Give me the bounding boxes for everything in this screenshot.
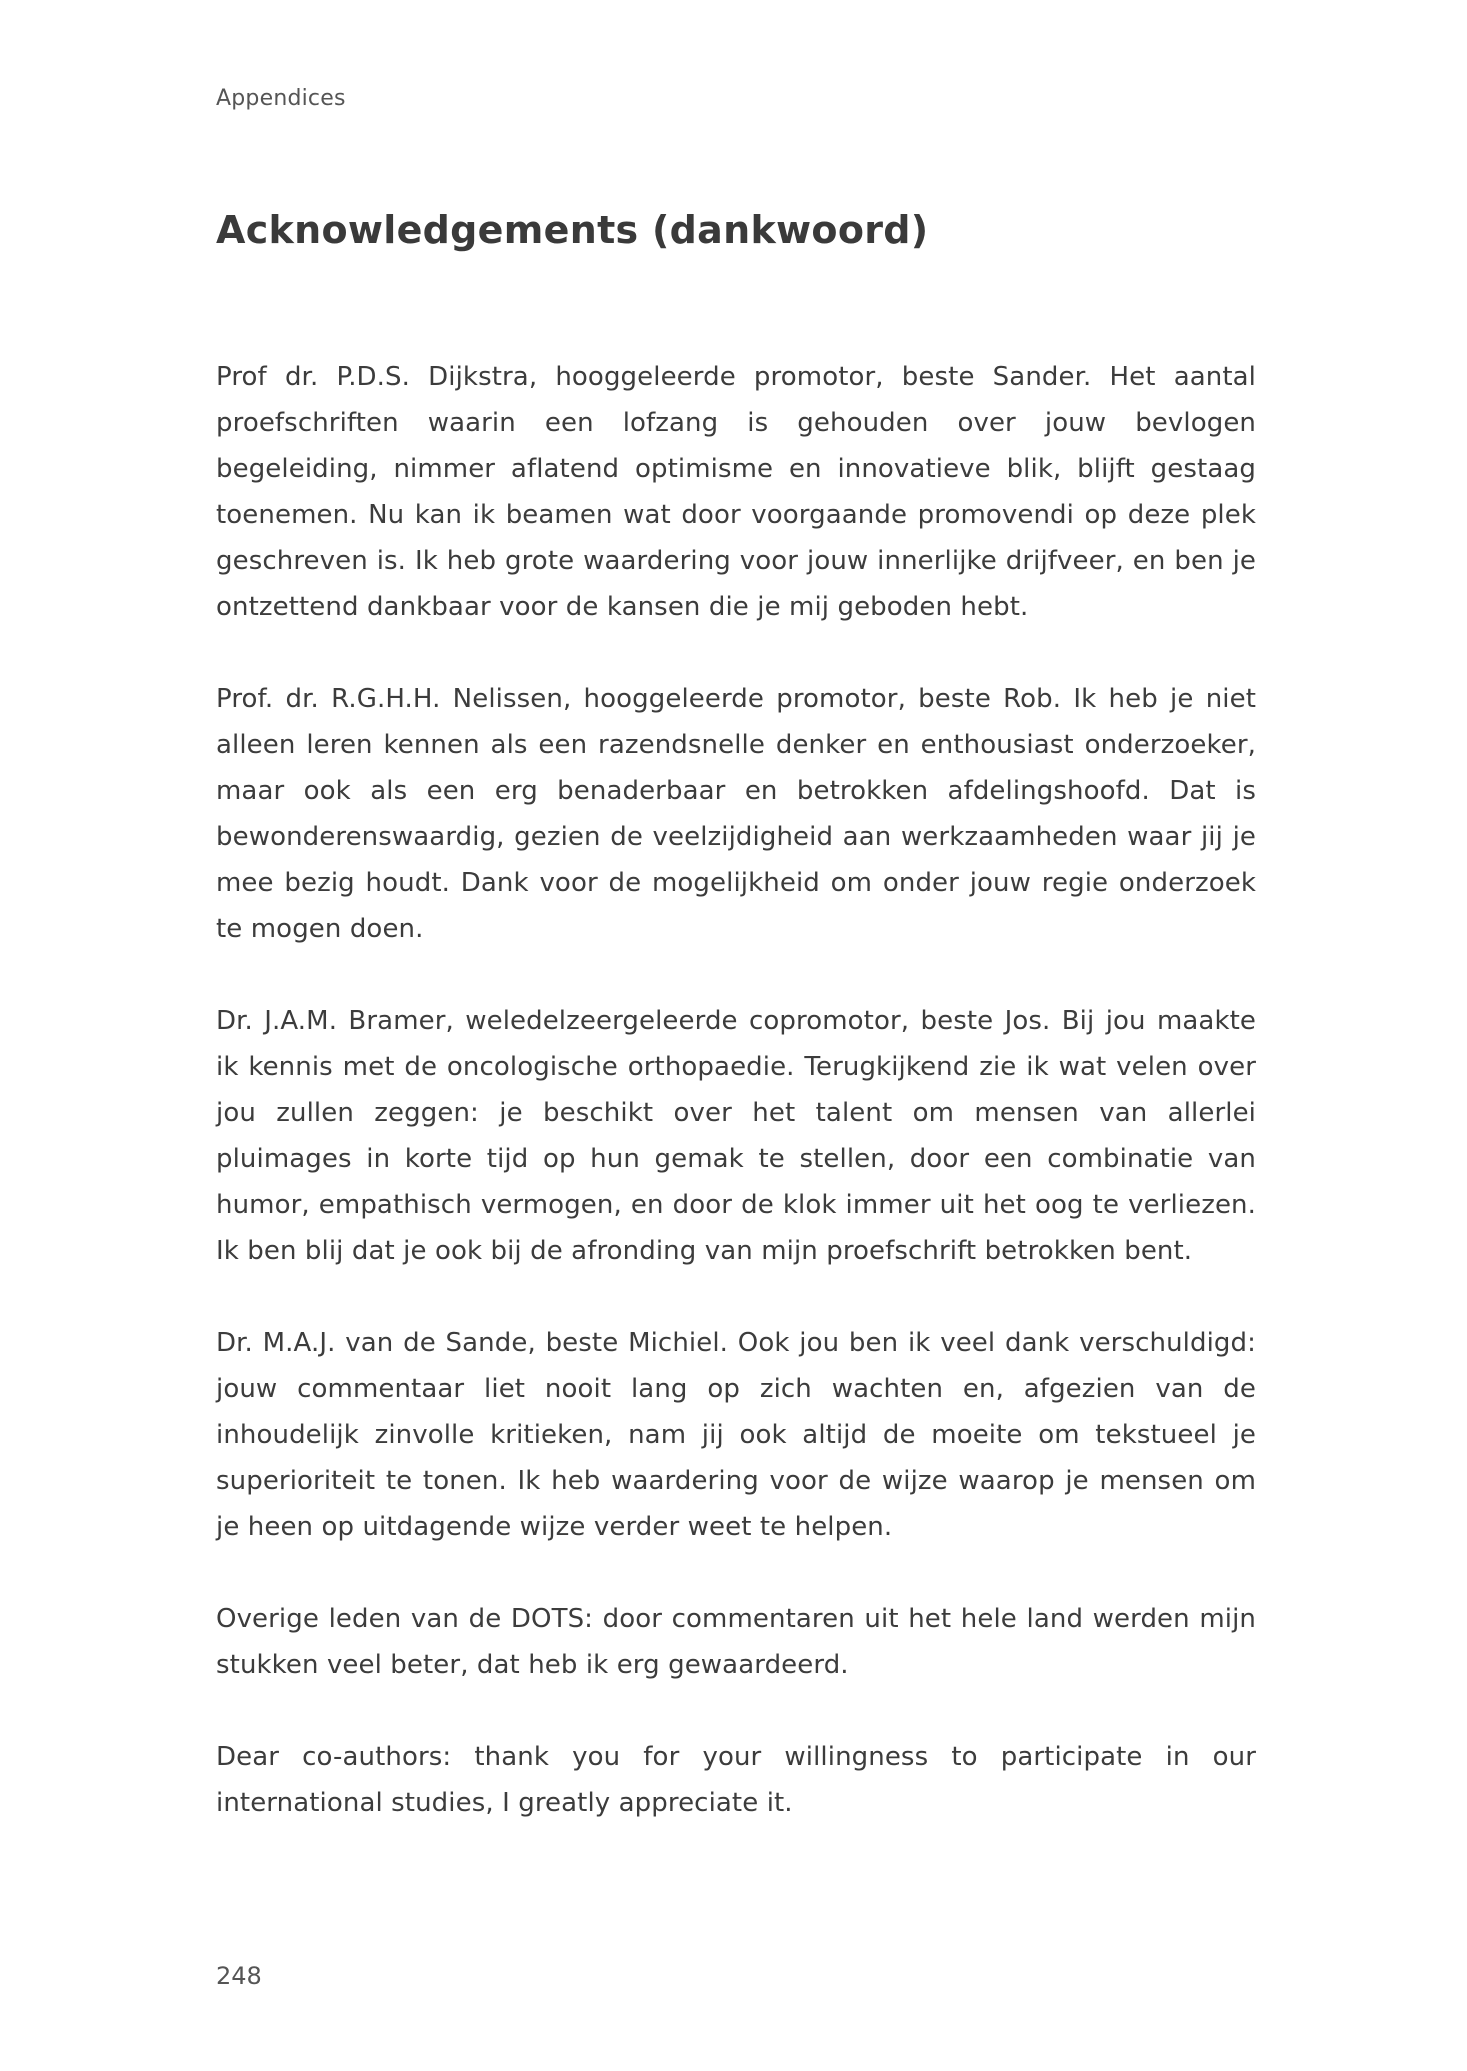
body-text xyxy=(216,354,1256,1872)
paragraph-nelissen: Prof. dr. R.G.H.H. Nelissen, hooggeleerde promotor, beste Rob. Ik heb je niet alleen leren kennen als een razendsnelle denker en enthousiast onderzoeker, maar ook als een erg benaderbaar en betrokken afdelingshoofd. Dat is bewonderenswaardig, gezien de veelzijdigheid aan werkzaamheden waar jij je mee bezig houdt. Dank voor de mogelijkheid om onder jouw regie onderzoek te mogen doen. xyxy=(216,684,1256,944)
paragraph-co-authors: Dear co-authors: thank you for your willingness to participate in our international studies, I greatly appreciate it. xyxy=(216,1742,1256,1818)
paragraph-van-de-sande: Dr. M.A.J. van de Sande, beste Michiel. Ook jou ben ik veel dank verschuldigd: jouw commentaar liet nooit lang op zich wachten en, afgezien van de inhoudelijk zinvolle kritieken, nam jij ook altijd de moeite om tekstueel je superioriteit te tonen. Ik heb waardering voor de wijze waarop je mensen om je heen op uitdagende wijze verder weet te helpen. xyxy=(216,1328,1256,1542)
paragraph-bramer: Dr. J.A.M. Bramer, weledelzeergeleerde copromotor, beste Jos. Bij jou maakte ik kennis met de oncologische orthopaedie. Terugkijkend zie ik wat velen over jou zullen zeggen: je beschikt over het talent om mensen van allerlei pluimages in korte tijd op hun gemak te stellen, door een combinatie van humor, empathisch vermogen, en door de klok immer uit het oog te verliezen. Ik ben blij dat je ook bij de afronding van mijn proefschrift betrokken bent. xyxy=(216,1006,1256,1266)
page-title: Acknowledgements (dankwoord) xyxy=(216,208,929,252)
paragraph-dijkstra: Prof dr. P.D.S. Dijkstra, hooggeleerde promotor, beste Sander. Het aantal proefschriften waarin een lofzang is gehouden over jouw bevlogen begeleiding, nimmer aflatend optimisme en innovatieve blik, blijft gestaag toenemen. Nu kan ik beamen wat door voorgaande promovendi op deze plek geschreven is. Ik heb grote waardering voor jouw innerlijke drijfveer, en ben je ontzettend dankbaar voor de kansen die je mij geboden hebt. xyxy=(216,362,1256,622)
paragraph-dots: Overige leden van de DOTS: door commentaren uit het hele land werden mijn stukken veel beter, dat heb ik erg gewaardeerd. xyxy=(216,1604,1256,1680)
page-number: 248 xyxy=(216,1962,262,1990)
running-head: Appendices xyxy=(216,86,346,111)
